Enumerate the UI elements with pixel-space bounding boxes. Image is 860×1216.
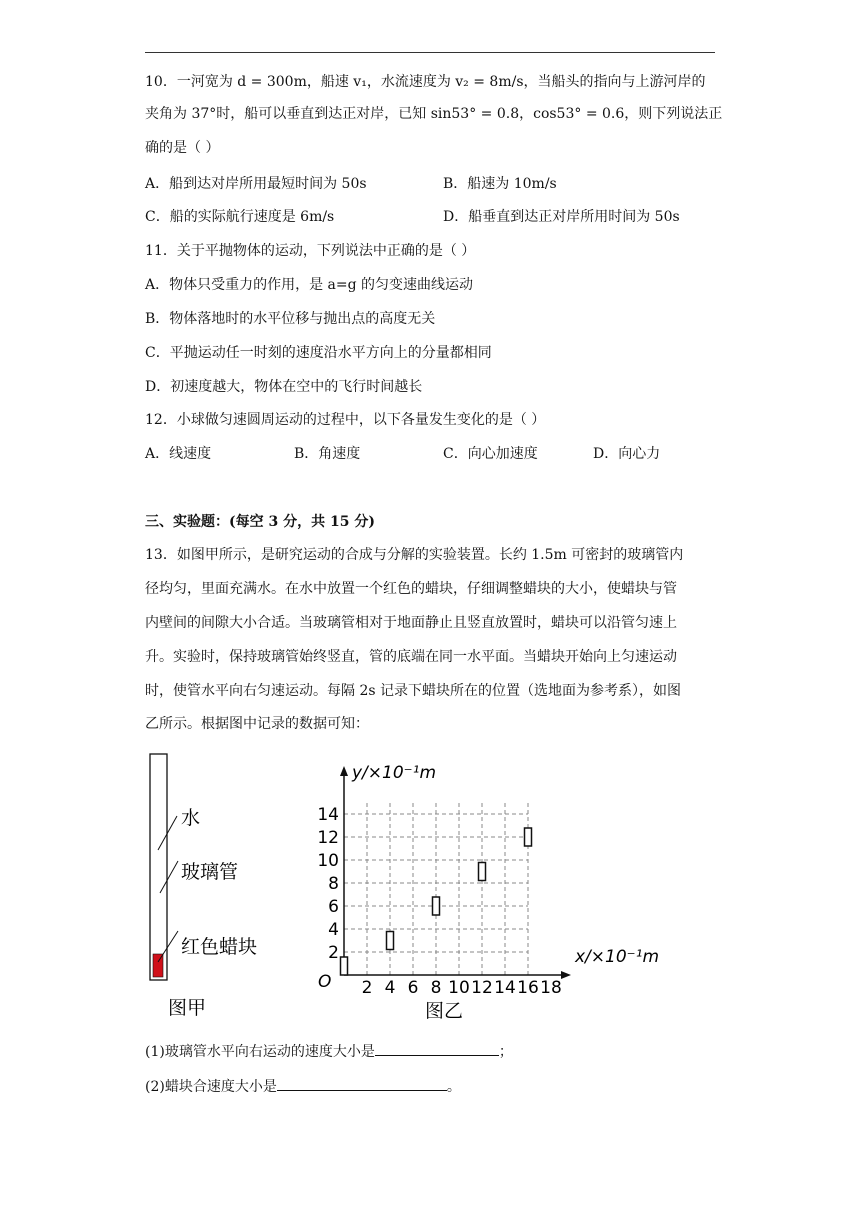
- q10-option-c[interactable]: C．船的实际航行速度是 6m/s: [145, 209, 335, 225]
- y-tick-label: 8: [328, 874, 339, 894]
- q13-line1: 13．如图甲所示，是研究运动的合成与分解的实验装置。长约 1.5m 可密封的玻璃管内: [145, 547, 684, 563]
- q12-option-d[interactable]: D．向心力: [593, 446, 661, 462]
- q13-line3: 内壁间的间隙大小合适。当玻璃管相对于地面静止且竖直放置时，蜡块可以沿管匀速上: [145, 615, 677, 631]
- q12-stem: 12．小球做匀速圆周运动的过程中，以下各量发生变化的是（ ）: [145, 412, 546, 428]
- caption-yi: 图乙: [425, 1000, 464, 1022]
- figure-yi-chart: [300, 758, 670, 1028]
- y-axis-arrow: [340, 766, 348, 776]
- x-tick-label: 16: [517, 978, 539, 998]
- q13-line5: 时，使管水平向右匀速运动。每隔 2s 记录下蜡块所在的位置（选地面为参考系），如图: [145, 683, 681, 699]
- x-tick-label: 2: [361, 978, 373, 998]
- q12-option-c[interactable]: C．向心加速度: [443, 446, 538, 462]
- q11-option-a[interactable]: A．物体只受重力的作用，是 a=g 的匀变速曲线运动: [145, 277, 474, 293]
- q13-line6: 乙所示。根据图中记录的数据可知：: [145, 716, 369, 732]
- answer-blank-1[interactable]: [375, 1041, 499, 1056]
- q11-option-b[interactable]: B．物体落地时的水平位移与抛出点的高度无关: [145, 311, 436, 327]
- q13-line2: 径均匀，里面充满水。在水中放置一个红色的蜡块，仔细调整蜡块的大小，使蜡块与管: [145, 581, 677, 597]
- x-tick-label: 12: [471, 978, 493, 998]
- q13-sub2-text: (2)蜡块合速度大小是: [145, 1079, 277, 1095]
- q13-sub2: [145, 1076, 461, 1097]
- x-tick-label: 10: [448, 978, 470, 998]
- origin-label: O: [318, 972, 332, 992]
- wax-block-marker: [479, 863, 486, 881]
- q11-stem: 11．关于平抛物体的运动，下列说法中正确的是（ ）: [145, 243, 476, 259]
- q12-option-b[interactable]: B．角速度: [294, 446, 361, 462]
- q10-option-d[interactable]: D．船垂直到达正对岸所用时间为 50s: [443, 209, 680, 225]
- q10-line3: 确的是（ ）: [145, 140, 220, 156]
- q13-line4: 升。实验时，保持玻璃管始终竖直，管的底端在同一水平面。当蜡块开始向上匀速运动: [145, 649, 677, 665]
- x-tick-label: 8: [430, 978, 442, 998]
- label-tube: 玻璃管: [181, 861, 239, 883]
- label-water: 水: [181, 807, 201, 829]
- q10-line2: 夹角为 37°时，船可以垂直到达正对岸，已知 sin53° = 0.8，cos53° = 0.6，则下列说法正: [145, 106, 723, 122]
- q10-line1: 10．一河宽为 d = 300m，船速 v₁，水流速度为 v₂ = 8m/s，当船头的指向与上游河岸的: [145, 74, 706, 90]
- section-heading: 三、实验题：(每空 3 分，共 15 分): [145, 514, 375, 530]
- y-tick-label: 4: [328, 920, 339, 940]
- glass-tube-shape: [150, 754, 167, 980]
- y-tick-label: 14: [317, 805, 339, 825]
- q10-option-b[interactable]: B．船速为 10m/s: [443, 176, 557, 192]
- y-tick-label: 2: [328, 943, 339, 963]
- x-tick-label: 6: [407, 978, 419, 998]
- answer-blank-2[interactable]: [277, 1076, 447, 1091]
- x-tick-label: 18: [540, 978, 562, 998]
- q13-sub2-end: 。: [446, 1079, 461, 1095]
- top-rule: [145, 52, 715, 53]
- q13-sub1-end: ；: [498, 1044, 513, 1060]
- wax-block-marker: [525, 828, 532, 846]
- caption-jia: 图甲: [168, 997, 207, 1019]
- figure-jia: [140, 748, 290, 1028]
- y-tick-label: 6: [328, 897, 339, 917]
- y-tick-label: 10: [317, 851, 339, 871]
- x-axis-label: x/×10⁻¹m: [575, 947, 660, 967]
- y-tick-label: 12: [317, 828, 339, 848]
- x-axis-arrow: [561, 971, 571, 979]
- y-axis-label: y/×10⁻¹m: [352, 763, 437, 783]
- q13-sub1-text: (1)玻璃管水平向右运动的速度大小是: [145, 1044, 375, 1060]
- q13-sub1: [145, 1041, 513, 1062]
- wax-block-marker: [387, 932, 394, 950]
- wax-block-marker: [341, 957, 348, 975]
- q12-option-a[interactable]: A．线速度: [145, 446, 212, 462]
- q10-option-a[interactable]: A．船到达对岸所用最短时间为 50s: [145, 176, 367, 192]
- x-tick-label: 4: [384, 978, 396, 998]
- label-block: 红色蜡块: [181, 936, 258, 958]
- x-tick-label: 14: [494, 978, 516, 998]
- wax-block-marker: [433, 897, 440, 915]
- q11-option-d[interactable]: D．初速度越大，物体在空中的飞行时间越长: [145, 379, 423, 395]
- q11-option-c[interactable]: C．平抛运动任一时刻的速度沿水平方向上的分量都相同: [145, 345, 492, 361]
